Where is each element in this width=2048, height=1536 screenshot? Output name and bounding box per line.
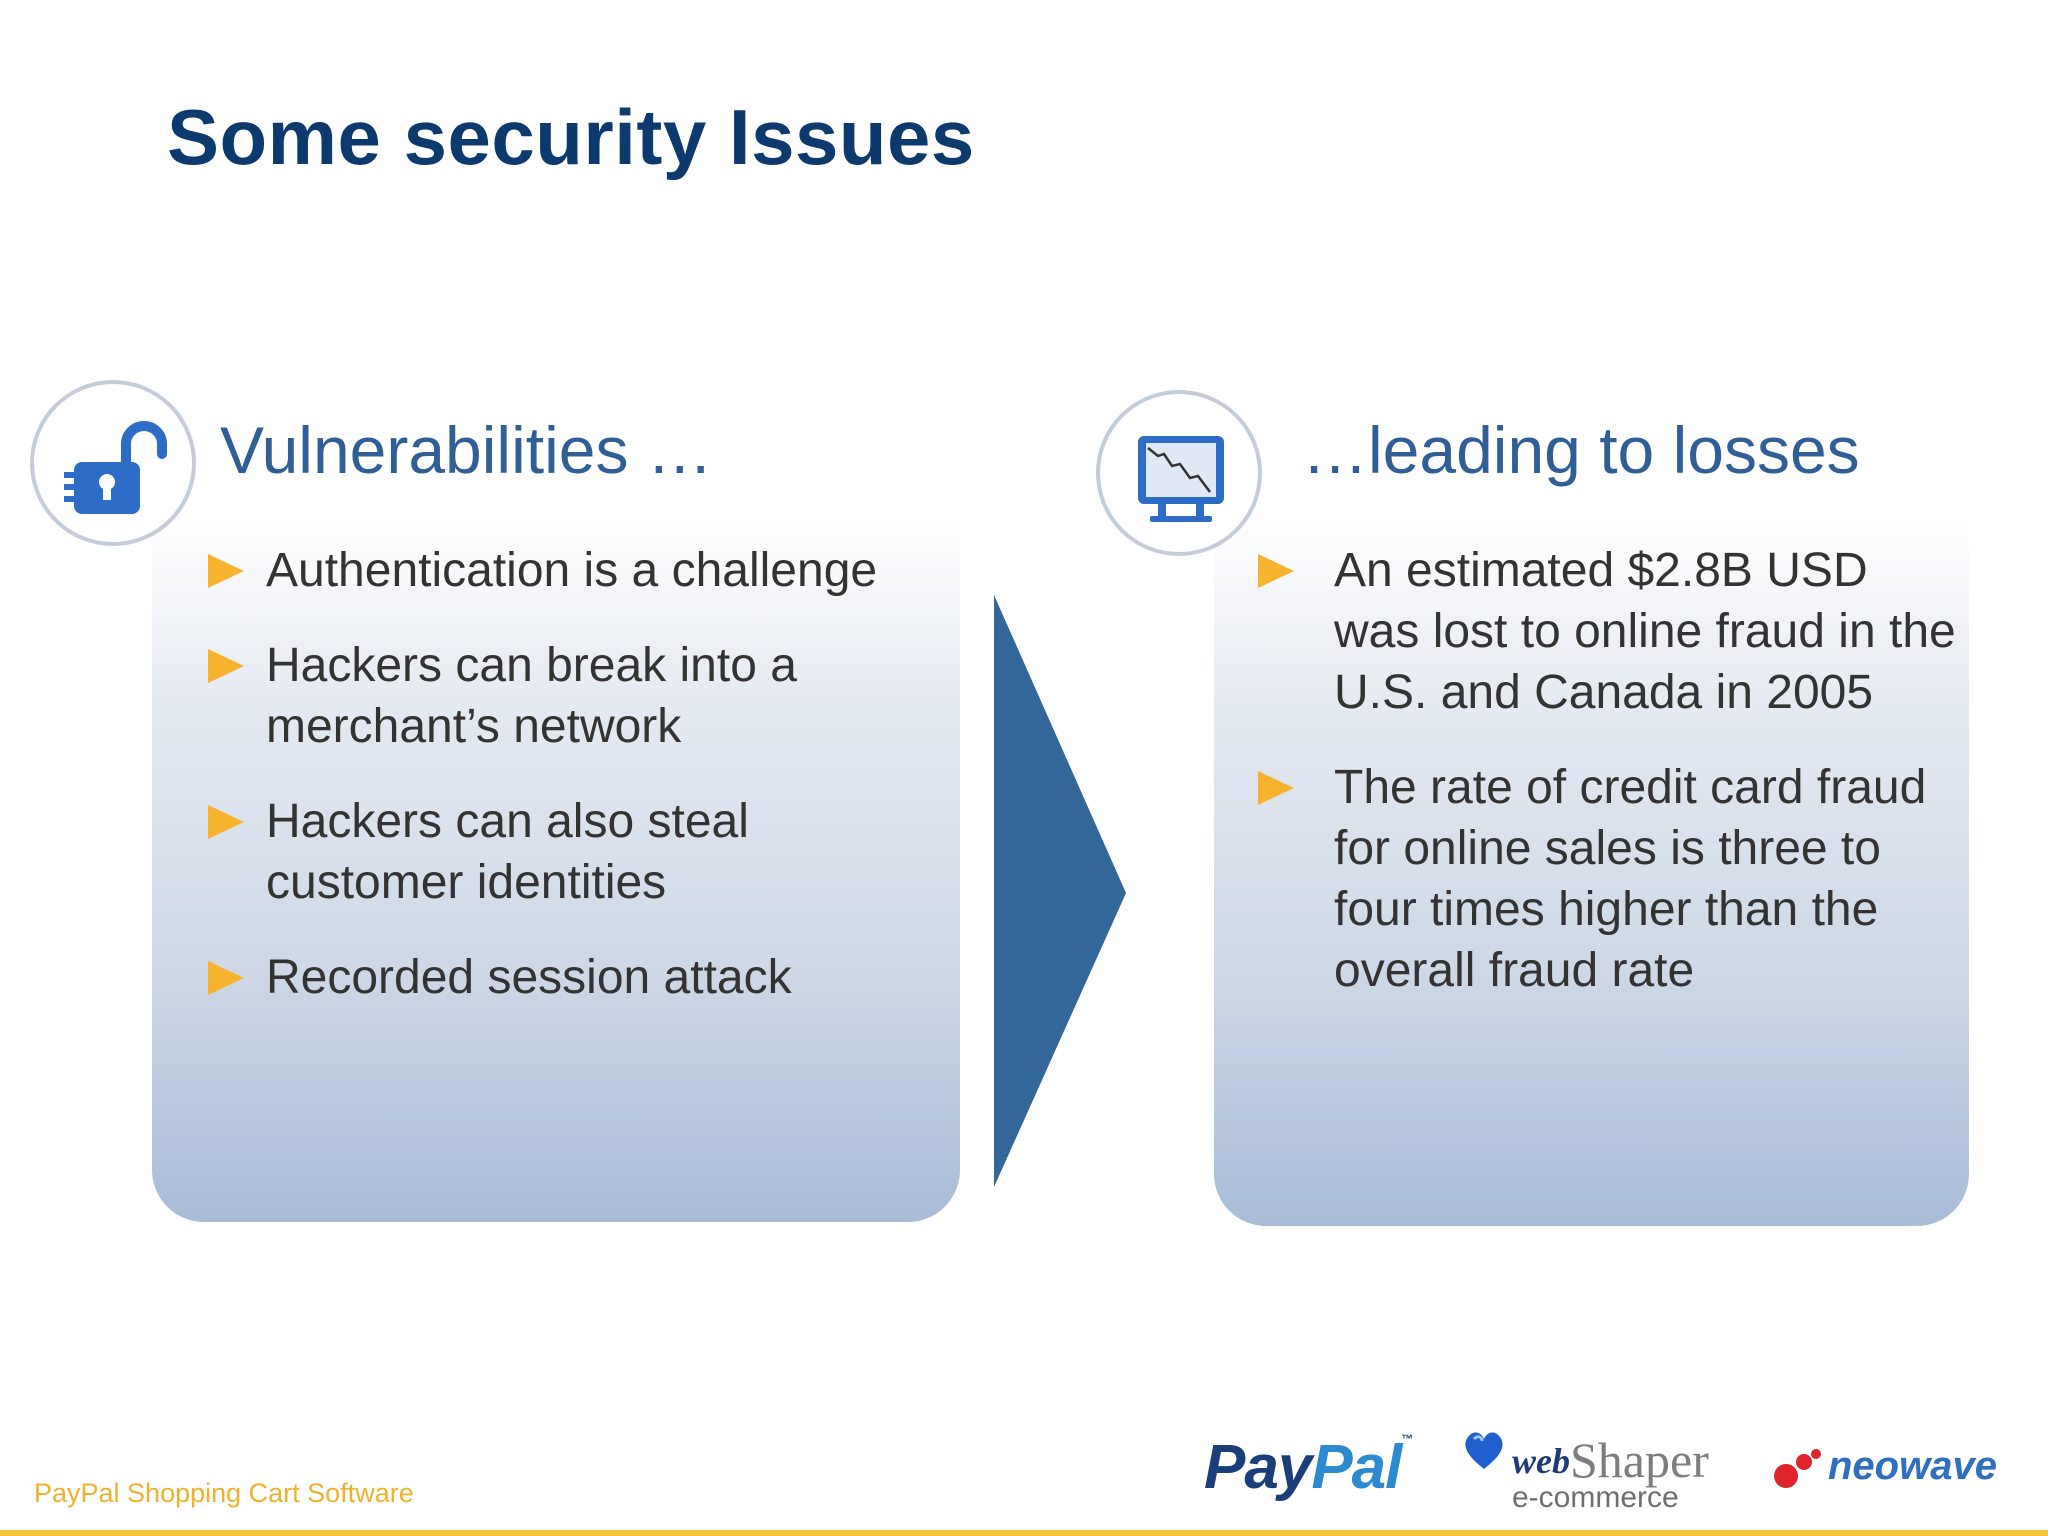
footer-divider bbox=[0, 1530, 2048, 1536]
bullet-arrow-icon bbox=[1258, 771, 1294, 805]
unlocked-padlock-icon bbox=[30, 380, 196, 546]
paypal-logo: PayPal™ bbox=[1204, 1432, 1413, 1502]
losses-list bbox=[1258, 540, 1958, 1035]
transition-arrow-icon bbox=[990, 595, 1130, 1195]
bullet-arrow-icon bbox=[208, 649, 244, 683]
bullet-arrow-icon bbox=[208, 805, 244, 839]
vulnerabilities-heading: Vulnerabilities … bbox=[220, 413, 713, 487]
list-item: Hackers can also steal customer identities bbox=[208, 791, 948, 913]
list-item: Authentication is a challenge bbox=[208, 540, 948, 601]
list-item: An estimated $2.8B USD was lost to online fraud in the U.S. and Canada in 2005 bbox=[1258, 540, 1958, 723]
webshaper-logo: web Shaper e-commerce bbox=[1460, 1425, 1725, 1515]
slide-title: Some security Issues bbox=[167, 93, 975, 181]
list-item: Hackers can break into a merchant’s network bbox=[208, 635, 948, 757]
list-item: Recorded session attack bbox=[208, 947, 948, 1008]
bullet-arrow-icon bbox=[208, 961, 244, 995]
declining-chart-monitor-icon bbox=[1096, 390, 1262, 556]
bullet-arrow-icon bbox=[208, 554, 244, 588]
bullet-arrow-icon bbox=[1258, 554, 1294, 588]
footer-text: PayPal Shopping Cart Software bbox=[34, 1478, 414, 1508]
neowave-logo: neowave bbox=[1772, 1440, 2002, 1510]
list-item: The rate of credit card fraud for online sales is three to four times higher than the overall fraud rate bbox=[1258, 757, 1958, 1001]
losses-heading: …leading to losses bbox=[1302, 413, 1860, 487]
vulnerabilities-list bbox=[208, 540, 948, 1042]
neowave-dots-icon bbox=[1772, 1446, 1828, 1496]
webshaper-heart-icon bbox=[1460, 1425, 1508, 1475]
